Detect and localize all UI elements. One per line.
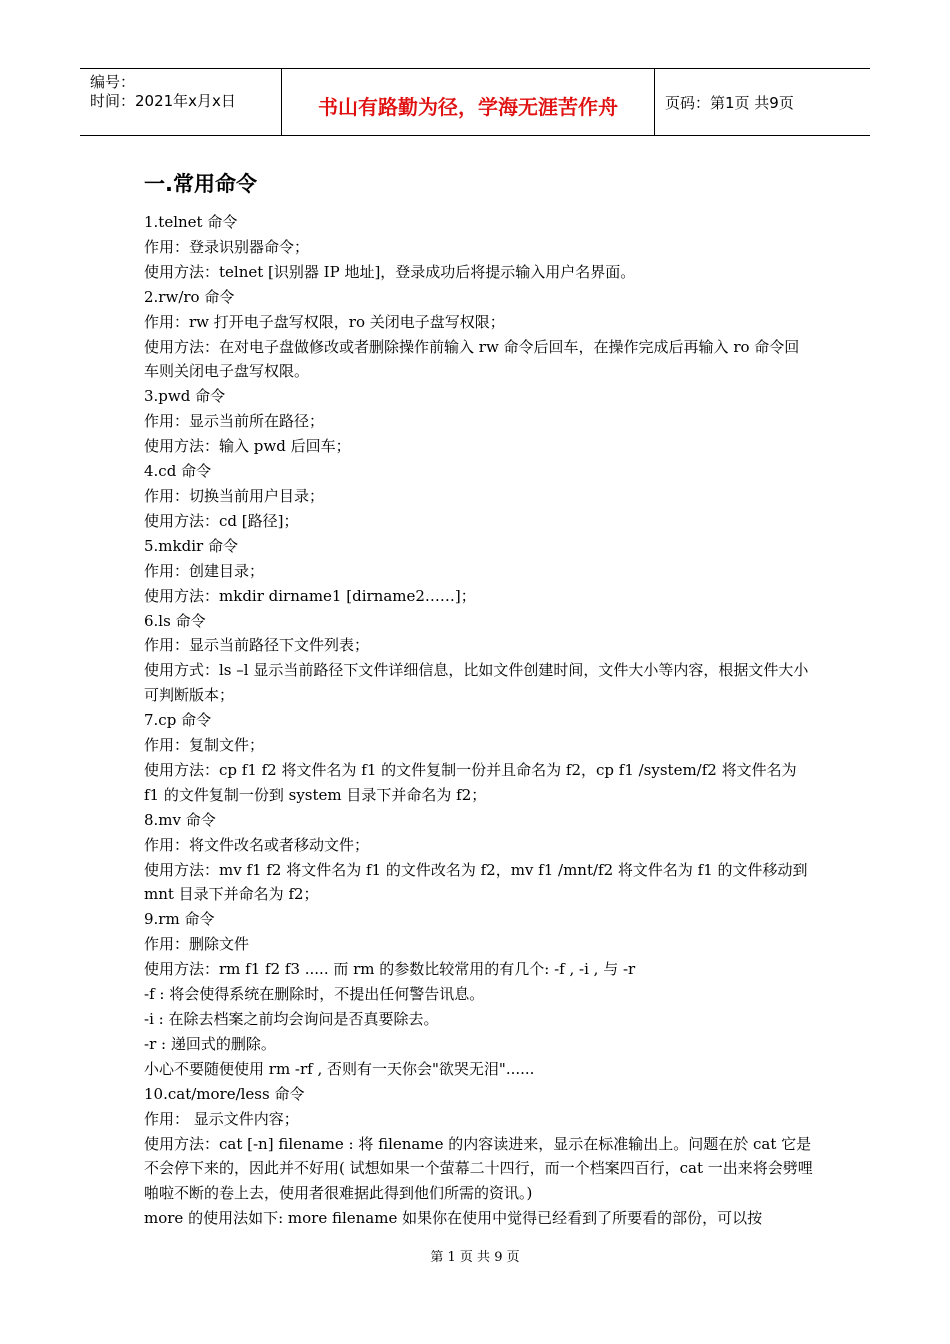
- header-meta: [80, 69, 282, 135]
- paragraph: 使用方法：rm f1 f2 f3 ..... 而 rm 的参数比较常用的有几个: -f , -i , 与 -r: [144, 960, 636, 979]
- paragraph: 作用：将文件改名或者移动文件；: [144, 835, 370, 854]
- header-page-cell: [655, 69, 870, 135]
- paragraph: 作用：切换当前用户目录；: [144, 486, 325, 505]
- paragraph: 使用方法：telnet [识别器 IP 地址]，登录成功后将提示输入用户名界面。: [144, 262, 636, 281]
- page-header: [80, 68, 870, 136]
- paragraph: 使用方法：输入 pwd 后回车；: [144, 437, 351, 456]
- paragraph-list: [144, 210, 814, 1231]
- paragraph: 使用方法：在对电子盘做修改或者删除操作前输入 rw 命令后回车，在操作完成后再输入 ro 命令回车则关闭电子盘写权限。: [144, 337, 800, 381]
- paragraph: more 的使用法如下: more filename 如果你在使用中觉得已经看到了所要看的部份，可以按: [144, 1209, 763, 1228]
- time-label: 时间：2021年x月x日: [90, 92, 236, 110]
- page-footer: 第 1 页 共 9 页: [430, 1250, 520, 1265]
- section-heading: 一.常用命令: [144, 172, 257, 196]
- header-slogan: 书山有路勤为径，学海无涯苦作舟: [318, 94, 618, 119]
- paragraph: 10.cat/more/less 命令: [144, 1084, 305, 1103]
- paragraph: 使用方式：ls –l 显示当前路径下文件详细信息，比如文件创建时间，文件大小等内容，根据文件大小可判断版本；: [144, 661, 809, 705]
- paragraph: 小心不要随便使用 rm -rf , 否则有一天你会"欲哭无泪"......: [144, 1059, 535, 1078]
- paragraph: 使用方法：mv f1 f2 将文件名为 f1 的文件改名为 f2，mv f1 /mnt/f2 将文件名为 f1 的文件移动到 mnt 目录下并命名为 f2；: [144, 860, 808, 904]
- paragraph: 使用方法：mkdir dirname1 [dirname2……]；: [144, 586, 476, 605]
- paragraph: 9.rm 命令: [144, 910, 215, 929]
- paragraph: 作用： 显示文件内容；: [144, 1109, 299, 1128]
- paragraph: -r : 递回式的删除。: [144, 1034, 276, 1053]
- paragraph: 作用：删除文件: [144, 935, 250, 954]
- paragraph: 作用：复制文件；: [144, 736, 265, 755]
- header-page-label: 页码：第1页 共9页: [665, 93, 794, 112]
- paragraph: 作用：rw 打开电子盘写权限，ro 关闭电子盘写权限；: [144, 312, 505, 331]
- paragraph: 1.telnet 命令: [144, 213, 238, 231]
- paragraph: 作用：显示当前所在路径；: [144, 412, 325, 431]
- paragraph: 作用：登录识别器命令；: [144, 237, 310, 256]
- header-slogan-cell: [282, 69, 655, 135]
- paragraph: 6.ls 命令: [144, 611, 206, 630]
- document-body: [144, 164, 814, 1231]
- paragraph: 使用方法：cat [-n] filename : 将 filename 的内容读进来，显示在标准输出上。问题在於 cat 它是不会停下来的，因此并不好用( 试想如果一个萤幕二十四行，而一个档案四百行，cat 一出来将会劈哩啪啦不断的卷上去，使用者很难据此得到他们所需的资讯。): [144, 1134, 813, 1203]
- paragraph: 使用方法：cp f1 f2 将文件名为 f1 的文件复制一份并且命名为 f2，cp f1 /system/f2 将文件名为 f1 的文件复制一份到 system 目录下并命名为 f2；: [144, 760, 797, 804]
- paragraph: 4.cd 命令: [144, 462, 212, 481]
- paragraph: 使用方法：cd [路径]；: [144, 511, 299, 530]
- paragraph: 作用：创建目录；: [144, 561, 265, 580]
- number-label: 编号：: [90, 73, 136, 91]
- paragraph: 作用：显示当前路径下文件列表；: [144, 636, 370, 655]
- paragraph: -i : 在除去档案之前均会询问是否真要除去。: [144, 1010, 439, 1028]
- paragraph: 7.cp 命令: [144, 711, 212, 730]
- paragraph: -f : 将会使得系统在删除时，不提出任何警告讯息。: [144, 985, 485, 1004]
- paragraph: 3.pwd 命令: [144, 387, 226, 406]
- paragraph: 5.mkdir 命令: [144, 536, 238, 555]
- paragraph: 8.mv 命令: [144, 810, 216, 829]
- paragraph: 2.rw/ro 命令: [144, 287, 235, 306]
